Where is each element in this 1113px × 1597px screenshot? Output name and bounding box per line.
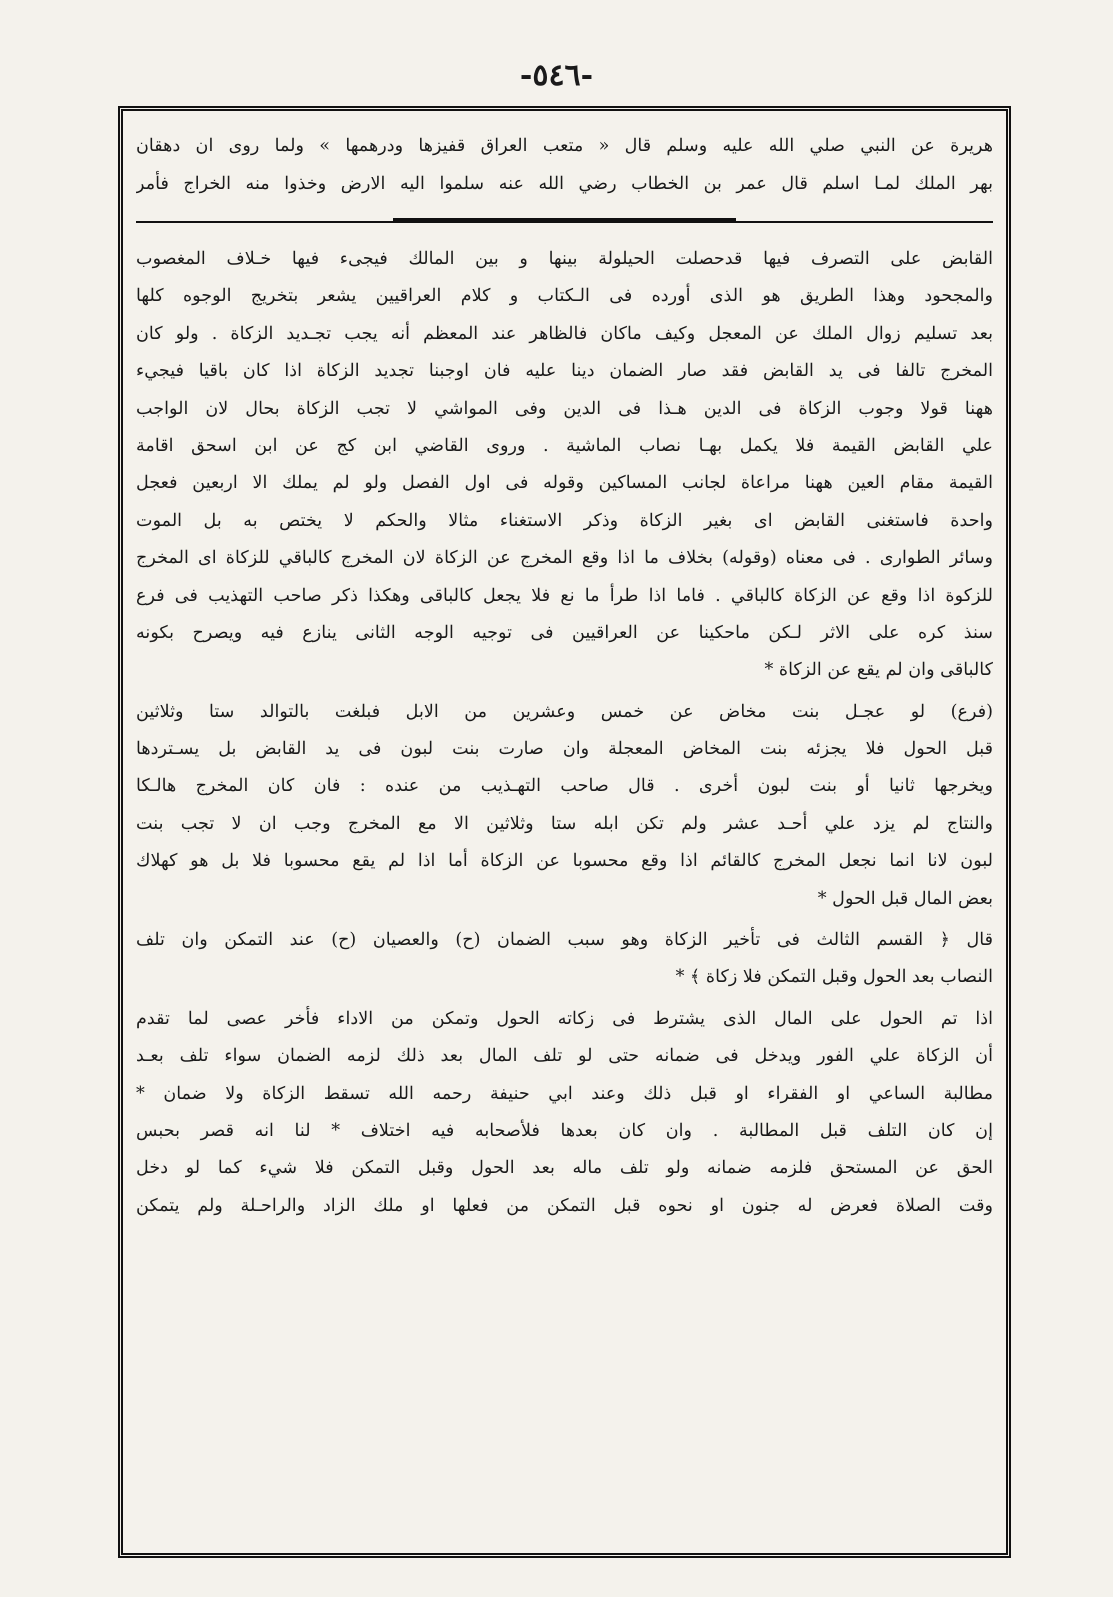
text-line: مطالبة الساعي او الفقراء او قبل ذلك وعند ابي حنيفة رحمه الله تسقط الزكاة ولا ضمان * [136,1083,993,1104]
text-line: القيمة مقام العين ههنا مراعاة لجانب المساكين وقوله فى اول الفصل ولو لم يملك الا اربعين فعجل [136,473,993,494]
text-line: قال ﴿ القسم الثالث فى تأخير الزكاة وهو سبب الضمان (ح) والعصيان (ح) عند التمكن وان تلف [136,930,993,951]
divider-line [136,221,993,223]
text-line: بعد تسليم زوال الملك عن المعجل وكيف ماكان فالظاهر عند المعظم أنه يجب تجـديد الزكاة . ولو كان [136,323,993,344]
text-line: للزكوة اذا وقع عن الزكاة كالباقي . فاما اذا طرأ ما نع فلا يجعل كالباقى وهكذا ذكر صاحب التهذيب فى فرع [136,585,993,606]
text-line: بعض المال قبل الحول * [817,888,993,909]
text-line: قبل الحول فلا يجزئه بنت المخاض المعجلة وان صارت بنت لبون فى يد القابض بل يسـتردها [136,739,993,760]
text-line: واحدة فاستغنى القابض اى بغير الزكاة وذكر الاستغناء مثالا والحكم لا يختص به بل الموت [136,510,993,531]
text-line: أن الزكاة علي الفور ويدخل فى ضمانه حتى لو تلف المال بعد ذلك لزمه الضمان سواء تلف بعـد [136,1046,993,1067]
text-line: اذا تم الحول على المال الذى يشترط فى زكاته الحول وتمكن من الاداء فأخر عصى لما تقدم [136,1008,993,1029]
text-line: إن كان التلف قبل المطالبة . وان كان بعدها فلأصحابه فيه اختلاف * لنا انه قصر بحبس [136,1120,993,1141]
paragraph [136,694,993,918]
text-line: ويخرجها ثانيا أو بنت لبون أخرى . قال صاحب التهـذيب من عنده : فان كان المخرج هالـكا [136,776,993,797]
page-body [136,121,993,1543]
text-line: ههنا قولا وجوب الزكاة فى الدين هـذا فى الدين وفى المواشي لا تجب الزكاة بحال لان الواجب [136,398,993,419]
text-line: كالباقى وان لم يقع عن الزكاة * [764,660,993,681]
hadith-block [136,121,993,215]
text-line: النصاب بعد الحول وقبل التمكن فلا زكاة ﴾ * [675,967,993,988]
text-line: سنذ كره على الاثر لـكن ماحكينا عن العراقيين فى توجيه الوجه الثانى ينازع فيه ويصرح بكونه [136,622,993,643]
text-line: وقت الصلاة فعرض له جنون او نحوه قبل التمكن من فعلها او ملك الزاد والراحـلة ولم يتمكن [136,1195,993,1216]
text-frame [118,106,1011,1558]
text-line: والنتاج لم يزد علي أحـد عشر ولم تكن ابله ستا وثلاثين الا مع المخرج وجب ان لا تجب بنت [136,813,993,834]
paragraph [136,241,993,690]
text-line: المخرج تالفا فى يد القابض فقد صار الضمان دينا عليه فان اوجبنا تجديد الزكاة اذا كان باقيا فيجيء [136,361,993,382]
text-line: علي القابض القيمة فلا يكمل بهـا نصاب الماشية . وروى القاضي ابن كج عن ابن اسحق اقامة [136,435,993,456]
paragraph [136,922,993,997]
text-line: والمجحود وهذا الطريق هو الذى أورده فى الـكتاب و كلام العراقيين يشعر بتخريج الوجوه كلها [136,286,993,307]
text-line: هريرة عن النبي صلي الله عليه وسلم قال « متعب العراق قفيزها ودرهمها » ولما روى ان دهقان [136,136,993,156]
page-number: -٥٤٦- [519,58,594,93]
text-line: الحق عن المستحق فلزمه ضمانه ولو تلف ماله بعد الحول وقبل التمكن فلا شيء كما لو دخل [136,1158,993,1179]
paragraph [136,1001,993,1225]
text-line: القابض على التصرف فيها قدحصلت الحيلولة بينها و بين المالك فيجىء فيها خـلاف المغصوب [136,249,993,269]
text-line: وسائر الطوارى . فى معناه (وقوله) بخلاف ما اذا وقع المخرج عن الزكاة لان المخرج كالباقي للزكاة اى المخرج [136,548,993,569]
text-line: (فرع) لو عجـل بنت مخاض عن خمس وعشرين من الابل فبلغت بالتوالد ستا وثلاثين [136,701,993,722]
text-line: لبون لانا انما نجعل المخرج كالقائم اذا وقع محسوبا عن الزكاة أما اذا لم يقع محسوبا فلا بل هو كهلاك [136,851,993,872]
text-line: بهر الملك لمـا اسلم قال عمر بن الخطاب رضي الله عنه سلموا اليه الارض وخذوا منه الخراج فأمر [136,174,993,194]
